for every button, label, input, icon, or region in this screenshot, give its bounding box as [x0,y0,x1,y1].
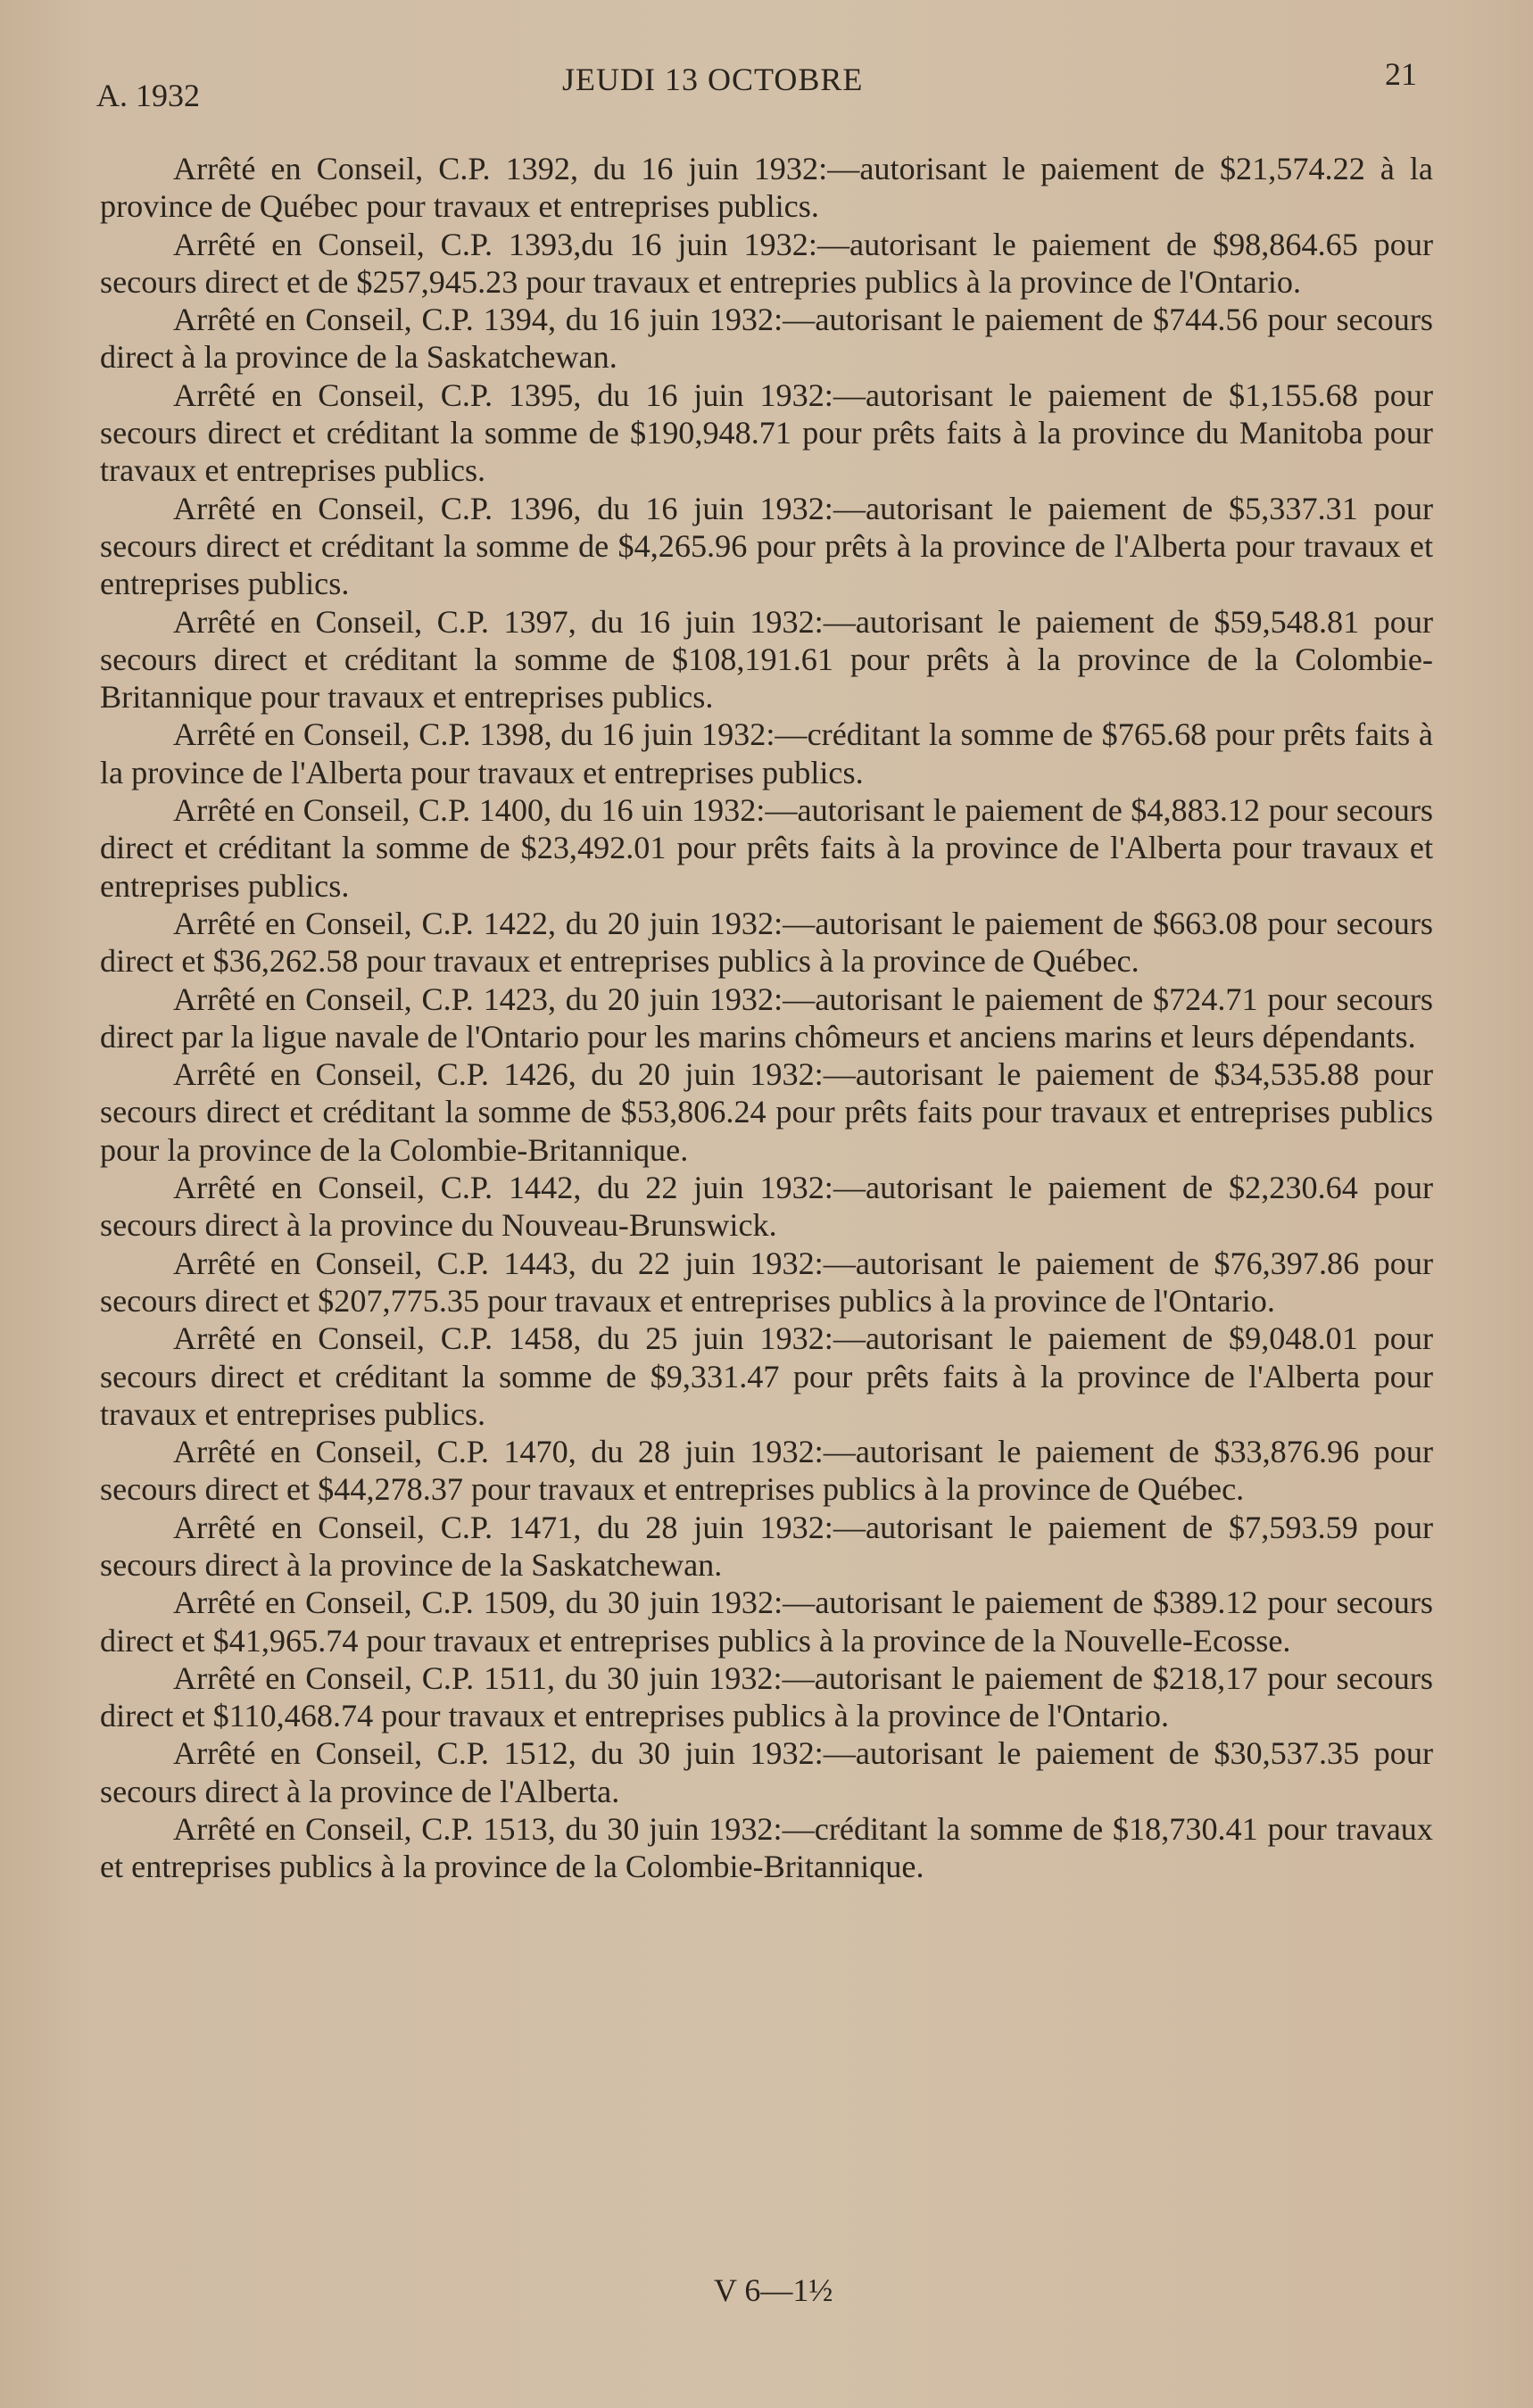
page-header [96,55,1417,113]
document-body [100,150,1433,1886]
order-paragraph: Arrêté en Conseil, C.P. 1509, du 30 juin 1932:—autorisant le paiement de $389.12 pour secours direct et $41,965.74 pour travaux et entreprises publics à la province de la Nouvelle-Ecosse. [100,1585,1433,1659]
order-paragraph: Arrêté en Conseil, C.P. 1471, du 28 juin 1932:—autorisant le paiement de $7,593.59 pour secours direct à la province de la Saskatchewan. [100,1509,1433,1583]
order-paragraph: Arrêté en Conseil, C.P. 1397, du 16 juin 1932:—autorisant le paiement de $59,548.81 pour secours direct et créditant la somme de $108,191.61 pour prêts à la province de la Colombie-Britannique pour travaux et entreprises publics. [100,603,1433,716]
order-paragraph: Arrêté en Conseil, C.P. 1422, du 20 juin 1932:—autorisant le paiement de $663.08 pour secours direct et $36,262.58 pour travaux et entreprises publics à la province de Québec. [100,905,1433,980]
order-paragraph: Arrêté en Conseil, C.P. 1398, du 16 juin 1932:—créditant la somme de $765.68 pour prêts faits à la province de l'Alberta pour travaux et entreprises publics. [100,716,1433,790]
session-year: A. 1932 [96,78,200,113]
order-paragraph: Arrêté en Conseil, C.P. 1470, du 28 juin 1932:—autorisant le paiement de $33,876.96 pour secours direct et $44,278.37 pour travaux et entreprises publics à la province de Québec. [100,1434,1433,1508]
order-paragraph: Arrêté en Conseil, C.P. 1392, du 16 juin 1932:—autorisant le paiement de $21,574.22 à la province de Québec pour travaux et entreprises publics. [100,151,1433,225]
page-date-title: JEUDI 13 OCTOBRE [562,62,864,97]
signature-mark: V 6—1½ [714,2272,833,2308]
order-paragraph: Arrêté en Conseil, C.P. 1511, du 30 juin 1932:—autorisant le paiement de $218,17 pour secours direct et $110,468.74 pour travaux et entreprises publics à la province de l'Ontario. [100,1659,1433,1734]
order-paragraph: Arrêté en Conseil, C.P. 1512, du 30 juin 1932:—autorisant le paiement de $30,537.35 pour secours direct à la province de l'Alberta. [100,1735,1433,1809]
order-paragraph: Arrêté en Conseil, C.P. 1423, du 20 juin 1932:—autorisant le paiement de $724.71 pour secours direct par la ligue navale de l'Ontario pour les marins chômeurs et anciens marins et leurs dépendants. [100,981,1433,1055]
page-number: 21 [1385,56,1417,92]
order-paragraph: Arrêté en Conseil, C.P. 1442, du 22 juin 1932:—autorisant le paiement de $2,230.64 pour secours direct à la province du Nouveau-Brunswick. [100,1170,1433,1244]
order-paragraph: Arrêté en Conseil, C.P. 1395, du 16 juin 1932:—autorisant le paiement de $1,155.68 pour secours direct et créditant la somme de $190,948.71 pour prêts faits à la province du Manitoba pour travaux et entreprises publics. [100,377,1433,489]
order-paragraph: Arrêté en Conseil, C.P. 1458, du 25 juin 1932:—autorisant le paiement de $9,048.01 pour secours direct et créditant la somme de $9,331.47 pour prêts faits à la province de l'Alberta pour travaux et entreprises publics. [100,1320,1433,1432]
order-paragraph: Arrêté en Conseil, C.P. 1513, du 30 juin 1932:—créditant la somme de $18,730.41 pour travaux et entreprises publics à la province de la Colombie-Britannique. [100,1811,1433,1885]
order-paragraph: Arrêté en Conseil, C.P. 1396, du 16 juin 1932:—autorisant le paiement de $5,337.31 pour secours direct et créditant la somme de $4,265.96 pour prêts à la province de l'Alberta pour travaux et entreprises publics. [100,490,1433,602]
order-paragraph: Arrêté en Conseil, C.P. 1394, du 16 juin 1932:—autorisant le paiement de $744.56 pour secours direct à la province de la Saskatchewan. [100,302,1433,376]
order-paragraph: Arrêté en Conseil, C.P. 1443, du 22 juin 1932:—autorisant le paiement de $76,397.86 pour secours direct et $207,775.35 pour travaux et entreprises publics à la province de l'Ontario. [100,1245,1433,1319]
order-paragraph: Arrêté en Conseil, C.P. 1426, du 20 juin 1932:—autorisant le paiement de $34,535.88 pour secours direct et créditant la somme de $53,806.24 pour prêts faits pour travaux et entreprises publics pour la province de la Colombie-Britannique. [100,1056,1433,1168]
order-paragraph: Arrêté en Conseil, C.P. 1400, du 16 uin 1932:—autorisant le paiement de $4,883.12 pour secours direct et créditant la somme de $23,492.01 pour prêts faits à la province de l'Alberta pour travaux et entreprises publics. [100,792,1433,904]
order-paragraph: Arrêté en Conseil, C.P. 1393,du 16 juin 1932:—autorisant le paiement de $98,864.65 pour secours direct et de $257,945.23 pour travaux et entrepries publics à la province de l'Ontario. [100,226,1433,300]
